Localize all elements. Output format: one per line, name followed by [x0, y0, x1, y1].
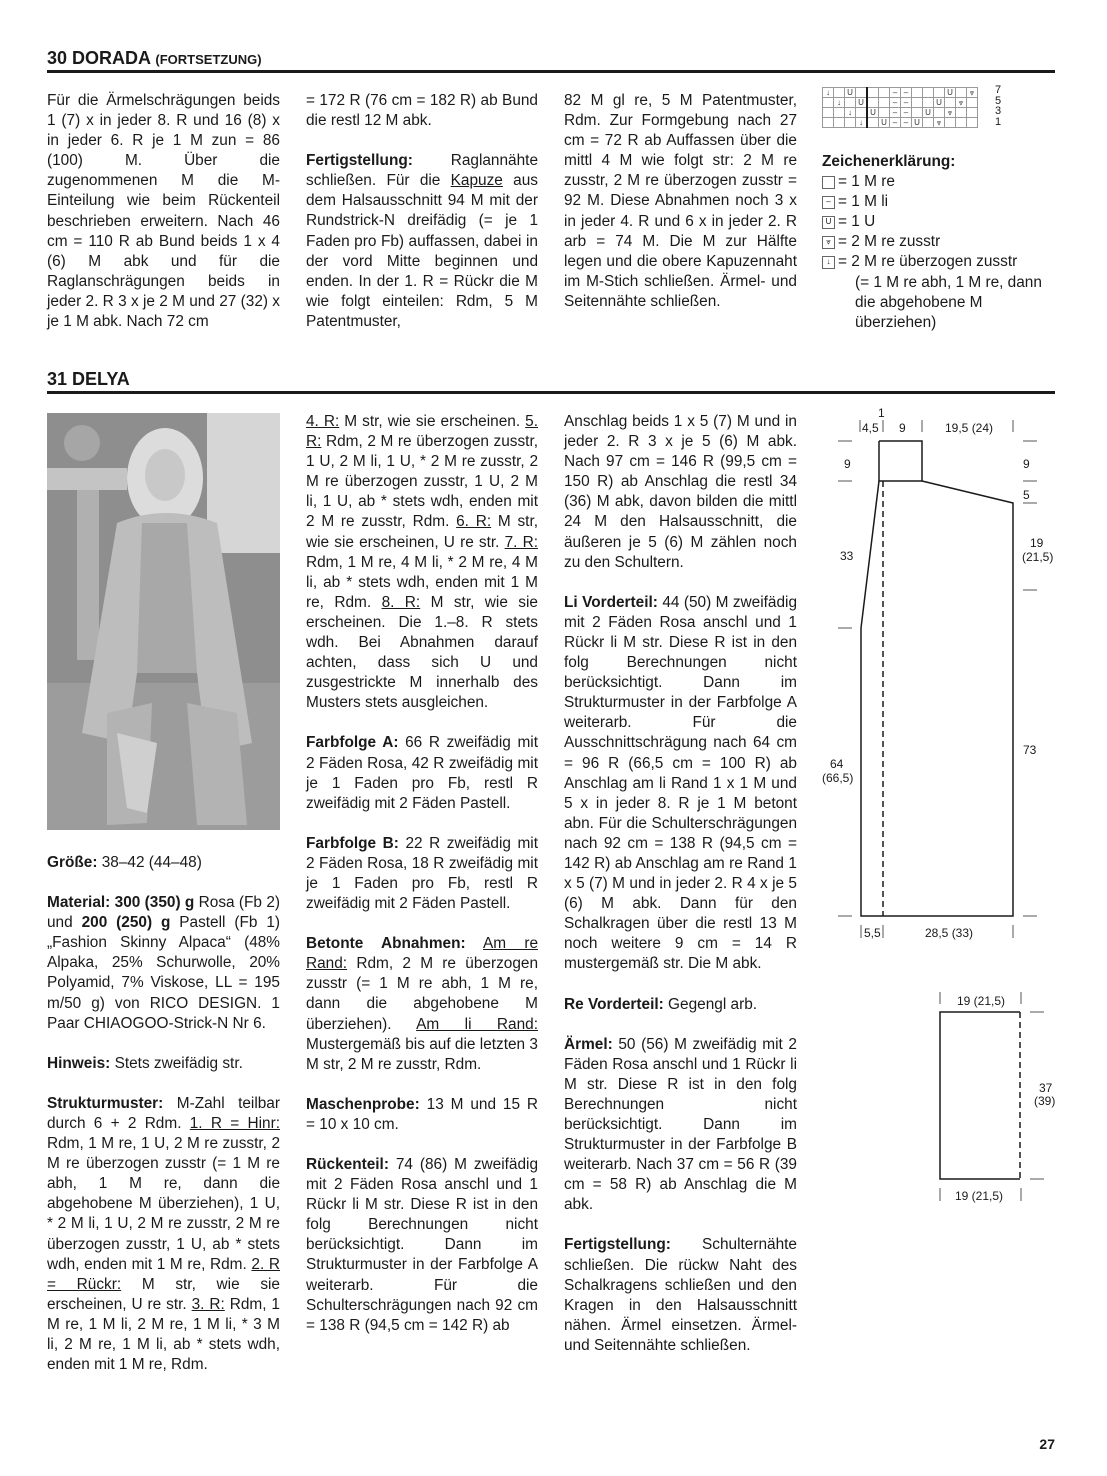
dim-right-73: 73 — [1023, 743, 1037, 757]
chart-cell: U — [923, 108, 934, 118]
chart-cell — [956, 88, 967, 98]
dim-bottom-28-5: 28,5 (33) — [925, 926, 974, 940]
material-weight-2: 200 (250) g — [81, 914, 171, 932]
pattern-text: M str, wie sie erscheinen, U re str. — [47, 1275, 280, 1313]
chart-cell — [834, 88, 845, 98]
section-31-number: 31 — [47, 369, 68, 389]
material-paragraph — [47, 893, 280, 1034]
section-30-subtitle: (FORTSETZUNG) — [155, 52, 262, 67]
chart-cell — [923, 98, 934, 108]
pattern-continued — [306, 412, 538, 713]
chart-cell: U — [856, 98, 868, 108]
legend-item — [822, 192, 1045, 212]
section-30-title: DORADA — [72, 48, 151, 68]
dim-left-33: 33 — [840, 549, 854, 563]
chart-cell — [912, 98, 923, 108]
knitting-chart — [822, 84, 1002, 128]
legend-item — [822, 172, 1045, 192]
legend-title: Zeichenerklärung: — [822, 153, 956, 170]
material-label: Material: — [47, 894, 111, 912]
dim-top-19-5: 19,5 (24) — [945, 421, 994, 435]
chart-legend — [822, 152, 1045, 333]
chart-cell: – — [890, 108, 901, 118]
row-number: 7 — [995, 84, 1002, 96]
chart-cell: ⩔ — [945, 108, 956, 118]
size-value: 38–42 (44–48) — [97, 854, 202, 871]
finishing-paragraph-31 — [564, 1235, 797, 1356]
chart-cell — [867, 98, 879, 108]
row-6-label: 6. R: — [456, 513, 492, 531]
finishing-text-a: Raglannähte schließen. Für die — [306, 152, 538, 190]
right-edge-label: Am re Rand: — [306, 935, 539, 973]
chart-cell — [856, 108, 868, 118]
chart-cell: ↓ — [856, 118, 868, 128]
dim-left-64: 64 — [830, 757, 844, 771]
chart-cell — [967, 108, 978, 118]
chart-cell — [845, 118, 856, 128]
legend-item — [822, 212, 1045, 232]
decreases-text-a: Rdm, 2 M re überzogen zusstr (= 1 M re abh, 1 M re, dann die abgehobene M überziehen). — [306, 955, 538, 1033]
chart-cell — [867, 88, 879, 98]
chart-cell: – — [890, 88, 901, 98]
finishing-text-b: aus dem Halsausschnitt 94 M mit der Rundstrick-N dreifädig (= je 1 Faden pro Fb) auffassen, dabei in der vord Mitte beginnen und enden. In der 1. R = Rückr die M wie folgt einteilen: Rdm, 5 M Patentmuster, — [306, 172, 538, 330]
material-text-b: Pastell (Fb 1) „Fashion Skinny Alpaca“ (48% Alpaka, 25% Schurwolle, 20% Polyamid, 7% Viskose, LL = 195 m/50 g) von RICO DESIGN. 1 Paar CHIAOGOO-Strick-N Nr 6. — [47, 914, 281, 1032]
ssk-icon: ↓ — [822, 256, 835, 269]
chart-cell — [956, 108, 967, 118]
section-31-column-2 — [306, 412, 538, 1356]
decreases-paragraph — [306, 934, 538, 1075]
size-paragraph — [47, 853, 280, 873]
section-31-title: DELYA — [72, 369, 130, 389]
kapuze-term: Kapuze — [450, 172, 503, 190]
gauge-paragraph — [306, 1095, 538, 1135]
yarn-over-icon: U — [822, 216, 835, 229]
sleeve-label: Ärmel: — [564, 1035, 613, 1053]
back-paragraph — [306, 1155, 538, 1336]
row-3-label: 3. R: — [191, 1295, 225, 1313]
color-a-label: Farbfolge A: — [306, 734, 399, 752]
section-30-header — [47, 48, 1055, 73]
chart-cell — [879, 88, 890, 98]
legend-item — [822, 232, 1045, 252]
chart-cell — [856, 88, 868, 98]
legend-text: = 2 M re überzogen zusstr — [838, 253, 1018, 271]
material-weight-1: 300 (350) g — [114, 894, 195, 912]
section-30-column-2 — [306, 91, 538, 352]
photo-illustration — [47, 413, 280, 830]
decreases-label: Betonte Abnahmen: — [306, 935, 466, 953]
size-label: Größe: — [47, 854, 98, 871]
section-31-column-3 — [564, 412, 797, 1376]
dim-right-19: 19 — [1030, 536, 1044, 550]
legend-text: = 1 M li — [838, 193, 889, 211]
chart-cell: ⩔ — [934, 118, 945, 128]
color-a-text: 66 R zweifädig mit 2 Fäden Rosa, 42 R zweifädig mit je 1 Faden pro Fb, restl R zweifädig mit 2 Fäden Pastell. — [306, 734, 538, 812]
pattern-text: M str, wie sie erscheinen. — [339, 413, 526, 430]
row-number: 5 — [995, 94, 1002, 107]
right-front-paragraph — [564, 995, 797, 1015]
sleeve-shaping-text: Für die Ärmelschrägungen beids 1 (7) x in jeder 8. R und 16 (8) x in jeder 6. R je 1 M zun = 86 (100) M. Über die zugenommenen M die M-Einteilung wie beim Rückenteil beschrieben erweitern. Nach 46 cm = 110 R ab Bund beids 1 x 4 (6) M abk und für die Raglanschrägungen beids in jeder 2. R 3 x je 2 M und 27 (32) x je 1 M abk. Nach 72 cm — [47, 92, 280, 331]
chart-row-numbers — [995, 85, 1001, 127]
dim-right-9: 9 — [1023, 457, 1030, 471]
chart-cell: – — [890, 98, 901, 108]
chart-cell — [934, 108, 945, 118]
finishing-text-31: Schulternähte schließen. Die rückw Naht des Schalkragens schließen und den Kragen in den Halsausschnitt nähen. Ärmel einsetzen. Ärmel- und Seitennähte schließen. — [564, 1236, 797, 1354]
sleeve-paragraph — [564, 1035, 797, 1216]
chart-cell — [934, 88, 945, 98]
left-front-paragraph — [564, 593, 797, 975]
pattern-text: Rdm, 2 M re überzogen zusstr, 1 U, 2 M li, 1 U, * 2 M re zusstr, 2 M re überzogen zusstr, 1 U, 2 M li, 1 U, ab * stets wdh, enden mit 2 M re zusstr, Rdm. — [306, 433, 538, 531]
chart-cell: ⩔ — [967, 88, 978, 98]
color-sequence-b — [306, 834, 538, 914]
chart-cell — [879, 98, 890, 108]
legend-text: = 1 U — [838, 213, 876, 231]
chart-cell — [834, 118, 845, 128]
material-text-a: Rosa (Fb 2) und — [47, 894, 281, 932]
pattern-text: Rdm, 1 M re, 1 M li, 2 M re, 1 M li, * 3 M li, 2 M re, 1 M li, ab * stets wdh, enden mit 1 M re, Rdm. — [47, 1295, 280, 1374]
hood-shaping-text: 82 M gl re, 5 M Patentmuster, Rdm. Zur Formgebung nach 27 cm = 72 R ab Auffassen über die mittl 4 M wie folgt str: 2 M re zusstr, 2 M re überzogen zusstr = 92 M. Diese Abnahmen noch 3 x in jeder 4. R und 6 x in jeder 2. R arb = 74 M. Die M zur Hälfte legen und die obere Kapuzennaht im M-Stich schließen. Ärmel- und Seitennähte schließen. — [564, 92, 797, 310]
dim-top-1: 1 — [878, 406, 885, 420]
sleeve-schematic — [900, 985, 1060, 1205]
legend-text: = 2 M re zusstr — [838, 233, 941, 251]
legend-note: (= 1 M re abh, 1 M re, dann die abgehobene M überziehen) — [855, 273, 1042, 331]
chart-cell — [967, 98, 978, 108]
note-text: Stets zweifädig str. — [110, 1054, 243, 1072]
chart-cell: U — [879, 118, 890, 128]
chart-cell: U — [934, 98, 945, 108]
section-30-number: 30 — [47, 48, 68, 68]
sleeve-dim-39: (39) — [1034, 1094, 1056, 1108]
left-edge-label: Am li Rand: — [416, 1015, 538, 1033]
back-label: Rückenteil: — [306, 1156, 389, 1173]
sleeve-dim-bottom: 19 (21,5) — [955, 1189, 1004, 1203]
gauge-text: 13 M und 15 R = 10 x 10 cm. — [306, 1095, 538, 1133]
section-31-column-1 — [47, 853, 280, 1395]
chart-cell: – — [890, 118, 901, 128]
row-1-label: 1. R = Hinr: — [189, 1114, 280, 1132]
chart-cell: – — [901, 88, 912, 98]
purl-stitch-icon: – — [822, 196, 835, 209]
chart-cell: U — [945, 88, 956, 98]
pattern-paragraph — [47, 1094, 280, 1375]
note-label: Hinweis: — [47, 1054, 111, 1072]
chart-row — [823, 118, 978, 128]
chart-cell: ↓ — [834, 98, 845, 108]
legend-text: = 1 M re — [838, 173, 895, 191]
row-number: 1 — [995, 115, 1002, 128]
color-b-label: Farbfolge B: — [306, 834, 399, 852]
chart-cell: ↓ — [823, 88, 834, 98]
section-30-column-3 — [564, 91, 797, 332]
row-2-label: 2. R = Rückr: — [47, 1255, 280, 1293]
dim-bottom-5-5: 5,5 — [864, 926, 881, 940]
pattern-text: M str, wie sie erscheinen. Die 1.–8. R stets wdh. Bei Abnahmen darauf achten, dass sich U und zusgestrickte M innerhalb des Musters stets ausgleichen. — [306, 593, 538, 712]
row-8-label: 8. R: — [381, 593, 421, 611]
back-text: 74 (86) M zweifädig mit 2 Fäden Rosa anschl und 1 Rückr li M str. Diese R ist in den folg Berechnungen nicht berücksichtigt. Dann im Strukturmuster in der Farbfolge A weiterarb. Für die Schulterschrägungen nach 92 cm = 138 R (94,5 cm = 142 R) ab — [306, 1156, 538, 1334]
section-30-column-1 — [47, 91, 280, 352]
chart-cell — [834, 108, 845, 118]
chart-cell: – — [901, 118, 912, 128]
left-front-label: Li Vorderteil: — [564, 593, 658, 611]
sleeve-text: 50 (56) M zweifädig mit 2 Fäden Rosa anschl und 1 Rückr li M str. Diese R ist in den folg Berechnungen nicht berücksichtigt. Dann im Strukturmuster in der Farbfolge B weiterarb. Nach 37 cm = 56 R (39 cm = 58 R) ab Anschlag die M abk. — [564, 1035, 797, 1214]
chart-cell — [945, 118, 956, 128]
chart-cell — [912, 88, 923, 98]
chart-cell: – — [901, 98, 912, 108]
pattern-text: Rdm, 1 M re, 4 M li, * 2 M re, 4 M li, ab * stets wdh, enden mit 1 M re, Rdm. — [306, 553, 538, 611]
chart-cell — [823, 98, 834, 108]
right-front-text: Gegengl arb. — [663, 995, 758, 1013]
finishing-paragraph — [306, 151, 538, 332]
section-31-header — [47, 369, 1055, 394]
chart-cell: U — [912, 118, 923, 128]
dim-right-5: 5 — [1023, 488, 1030, 502]
page-number: 27 — [1039, 1436, 1055, 1452]
dim-right-21-5: (21,5) — [1022, 550, 1054, 564]
knit-stitch-icon — [822, 176, 835, 189]
chart-cell — [845, 98, 856, 108]
row-5-label: 5. R: — [306, 413, 538, 451]
pattern-text: M str, wie sie erscheinen, U re str. — [306, 513, 538, 551]
decreases-text-b: Mustergemäß bis auf die letzten 3 M str, 2 M re zusstr, Rdm. — [306, 1035, 538, 1073]
chart-cell: ↓ — [845, 108, 856, 118]
chart-cell — [945, 98, 956, 108]
row-number: 3 — [995, 105, 1002, 117]
chart-cell — [867, 118, 879, 128]
pattern-label: Strukturmuster: — [47, 1094, 164, 1112]
chart-cell — [967, 118, 978, 128]
sleeve-dim-top: 19 (21,5) — [957, 994, 1006, 1008]
dim-top-9: 9 — [899, 421, 906, 435]
chart-cell: ⩔ — [956, 98, 967, 108]
row-4-label: 4. R: — [306, 413, 340, 430]
bind-off-text: = 172 R (76 cm = 182 R) ab Bund die restl 12 M abk. — [306, 92, 538, 130]
chart-cell: U — [867, 108, 879, 118]
chart-cell — [923, 118, 934, 128]
right-front-label: Re Vorderteil: — [564, 995, 664, 1013]
pattern-text: M-Zahl teilbar durch 6 + 2 Rdm. — [47, 1094, 280, 1132]
finishing-label: Fertigstellung: — [306, 152, 413, 170]
back-continued: Anschlag beids 1 x 5 (7) M und in jeder 2. R 3 x je 5 (6) M abk. Nach 97 cm = 146 R (99,5 cm = 150 R) ab Anschlag die restl 34 (36) M abk, davon bilden die mittl 24 M den Halsausschnitt, die äußeren je 5 (6) M zählen noch zu den Schultern. — [564, 413, 797, 571]
chart-cell — [879, 108, 890, 118]
finishing-label-31: Fertigstellung: — [564, 1236, 671, 1254]
chart-cell: U — [845, 88, 856, 98]
dim-left-9: 9 — [844, 457, 851, 471]
chart-cell — [823, 118, 834, 128]
legend-item — [822, 252, 1045, 272]
front-back-schematic — [820, 400, 1070, 950]
chart-row — [823, 88, 978, 98]
chart-cell: – — [901, 108, 912, 118]
sleeve-dim-37: 37 — [1039, 1081, 1053, 1095]
left-front-text: 44 (50) M zweifädig mit 2 Fäden Rosa anschl und 1 Rückr li M str. Diese R ist in den folg Berechnungen nicht berücksichtigt. Dann im Strukturmuster in der Farbfolge A weiterarb. Für die Ausschnittschrägung nach 64 cm = 96 R (66,5 cm = 100 R) ab Anschlag am li Rand 1 x 1 M und 5 x in jeder 8. R je 1 M betont abn. Für die Schulterschrägungen nach 92 cm = 138 R (94,5 cm = 142 R) ab Anschlag am re Rand 1 x 5 (7) M und in jeder 2. R 4 x je 5 (6) M abk. Dann für den Schalkragen über die restl 13 M noch weitere 9 cm = 14 R mustergemäß str. Die M abk. — [564, 593, 798, 973]
row-7-label: 7. R: — [504, 533, 538, 551]
color-sequence-a — [306, 733, 538, 813]
chart-cell — [956, 118, 967, 128]
k2tog-icon: ⩔ — [822, 236, 835, 249]
model-photo — [47, 413, 280, 830]
chart-row — [823, 98, 978, 108]
chart-cell — [823, 108, 834, 118]
chart-cell — [912, 108, 923, 118]
chart-grid — [822, 87, 978, 128]
dim-left-66-5: (66,5) — [822, 771, 854, 785]
note-paragraph — [47, 1054, 280, 1074]
gauge-label: Maschenprobe: — [306, 1095, 420, 1113]
chart-row — [823, 108, 978, 118]
pattern-text: Rdm, 1 M re, 1 U, 2 M re zusstr, 2 M re überzogen zusstr (= 1 M re abh, 1 M re, dann die abgehobene M überziehen), 1 U, * 2 M li, 1 U, 2 M re zusstr, 2 M re überzogen zusstr, 1 U, ab * stets wdh, enden mit 1 M re, Rdm. — [47, 1135, 280, 1273]
color-b-text: 22 R zweifädig mit 2 Fäden Rosa, 18 R zweifädig mit je 1 Faden pro Fb, restl R zweifädig mit 2 Fäden Pastell. — [306, 834, 538, 913]
chart-cell — [923, 88, 934, 98]
dim-top-4-5: 4,5 — [862, 421, 879, 435]
